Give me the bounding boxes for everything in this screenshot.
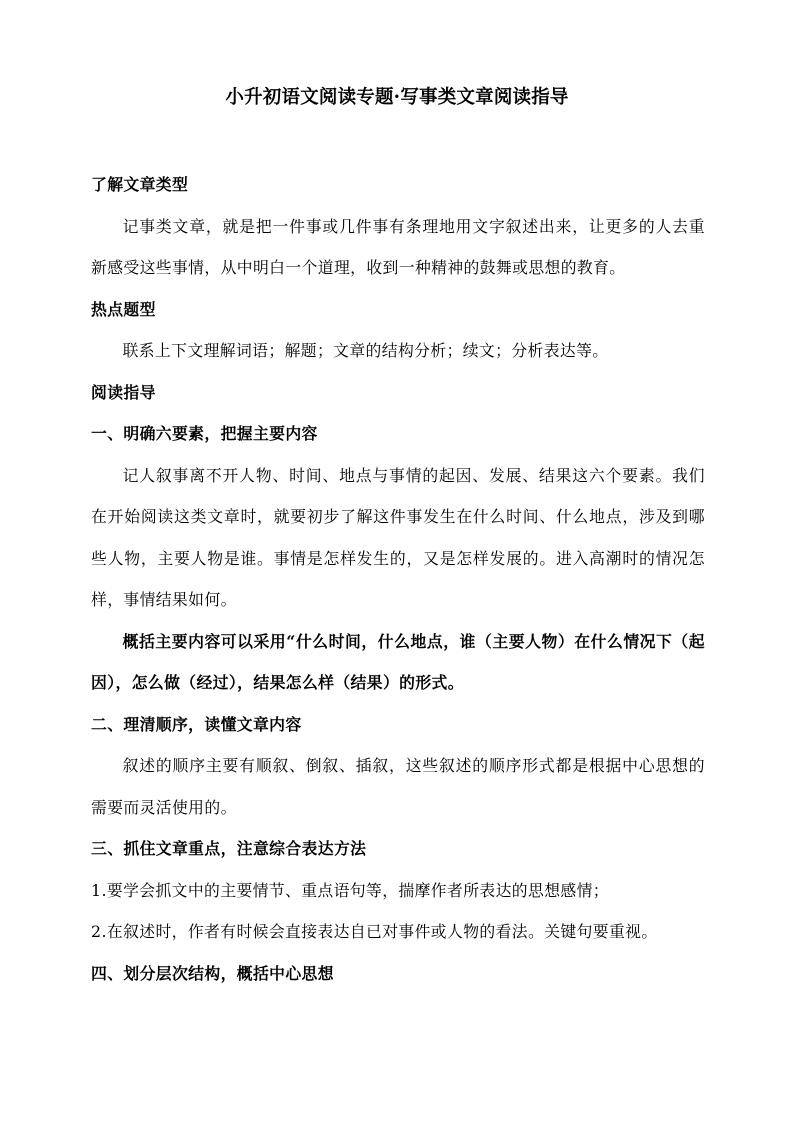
list-item-section-three-1: 1.要学会抓文中的主要情节、重点语句等，揣摩作者所表达的思想感情； <box>91 880 609 900</box>
document-body <box>91 164 705 994</box>
paragraph-section-one: 记人叙事离不开人物、时间、地点与事情的起因、发展、结果这六个要素。我们在开始阅读这类文章时，就要初步了解这件事发生在什么时间、什么地点，涉及到哪些人物，主要人物是谁。事情是怎样发生的，又是怎样发展的。进入高潮时的情况怎样，事情结果如何。 <box>91 465 705 609</box>
heading-section-four: 四、划分层次结构，概括中心思想 <box>91 963 334 983</box>
paragraph-understand-type: 记事类文章，就是把一件事或几件事有条理地用文字叙述出来，让更多的人去重新感受这些事情，从中明白一个道理，收到一种精神的鼓舞或思想的教育。 <box>91 216 705 277</box>
heading-reading-guide: 阅读指导 <box>91 382 156 402</box>
heading-hot-question-types: 热点题型 <box>91 299 156 319</box>
heading-section-two: 二、理清顺序，读懂文章内容 <box>91 714 302 734</box>
paragraph-section-two: 叙述的顺序主要有顺叙、倒叙、插叙，这些叙述的顺序形式都是根据中心思想的需要而灵活使用的。 <box>91 756 705 817</box>
document-title: 小升初语文阅读专题·写事类文章阅读指导 <box>225 87 569 108</box>
paragraph-hot-question-types: 联系上下文理解词语；解题；文章的结构分析；续文；分析表达等。 <box>122 341 609 360</box>
heading-section-three: 三、抓住文章重点，注意综合表达方法 <box>91 839 367 858</box>
heading-section-one: 一、明确六要素，把握主要内容 <box>91 424 318 443</box>
heading-understand-type: 了解文章类型 <box>91 175 189 194</box>
list-item-section-three-2: 2.在叙述时，作者有时候会直接表达自已对事件或人物的看法。关键句要重视。 <box>91 922 658 941</box>
paragraph-section-one-summary-method: 概括主要内容可以采用“什么时间，什么地点，谁（主要人物）在什么情况下（起因），怎么做（经过），结果怎么样（结果）的形式。 <box>91 631 705 692</box>
